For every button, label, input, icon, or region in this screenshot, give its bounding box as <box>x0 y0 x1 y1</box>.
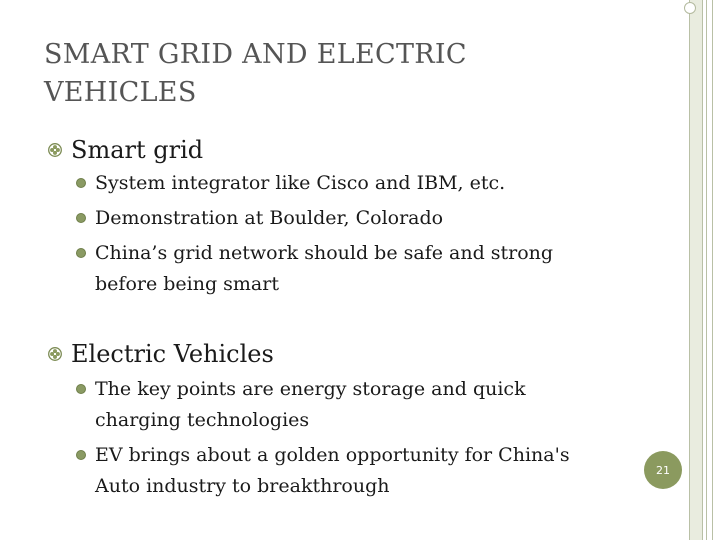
flower-bullet-icon <box>48 143 62 157</box>
page-number-badge: 21 <box>644 451 682 489</box>
section-electric-vehicles <box>48 339 274 369</box>
list-item-line: Demonstration at Boulder, Colorado <box>95 207 444 229</box>
list-item <box>76 440 570 502</box>
section-smart-grid <box>48 135 203 165</box>
frame-line <box>689 0 690 540</box>
slide-title-line: SMART GRID AND ELECTRIC <box>44 39 467 70</box>
dot-bullet-icon <box>76 384 86 394</box>
list-item-line: Auto industry to breakthrough <box>95 475 390 497</box>
list-item-line: China’s grid network should be safe and strong <box>95 242 554 264</box>
frame-line <box>702 0 703 540</box>
frame-line <box>706 0 707 540</box>
slide-title-line: VEHICLES <box>44 77 197 108</box>
list-item-line: before being smart <box>95 273 279 295</box>
slide-title <box>44 36 604 112</box>
frame-line <box>712 0 713 540</box>
list-item <box>76 238 553 300</box>
flower-bullet-icon <box>48 347 62 361</box>
dot-bullet-icon <box>76 248 86 258</box>
dot-bullet-icon <box>76 450 86 460</box>
list-item <box>76 203 443 234</box>
section-heading: Smart grid <box>71 136 204 164</box>
dot-bullet-icon <box>76 178 86 188</box>
frame-rail <box>690 0 702 540</box>
list-item-line: EV brings about a golden opportunity for China's <box>95 444 570 466</box>
list-item <box>76 374 526 436</box>
list-item-line: System integrator like Cisco and IBM, etc. <box>95 172 506 194</box>
list-item-line: The key points are energy storage and quick <box>95 378 526 400</box>
list-item-line: charging technologies <box>95 409 310 431</box>
frame-ornament-dot <box>684 2 696 14</box>
dot-bullet-icon <box>76 213 86 223</box>
section-heading: Electric Vehicles <box>71 340 274 368</box>
list-item <box>76 168 505 199</box>
